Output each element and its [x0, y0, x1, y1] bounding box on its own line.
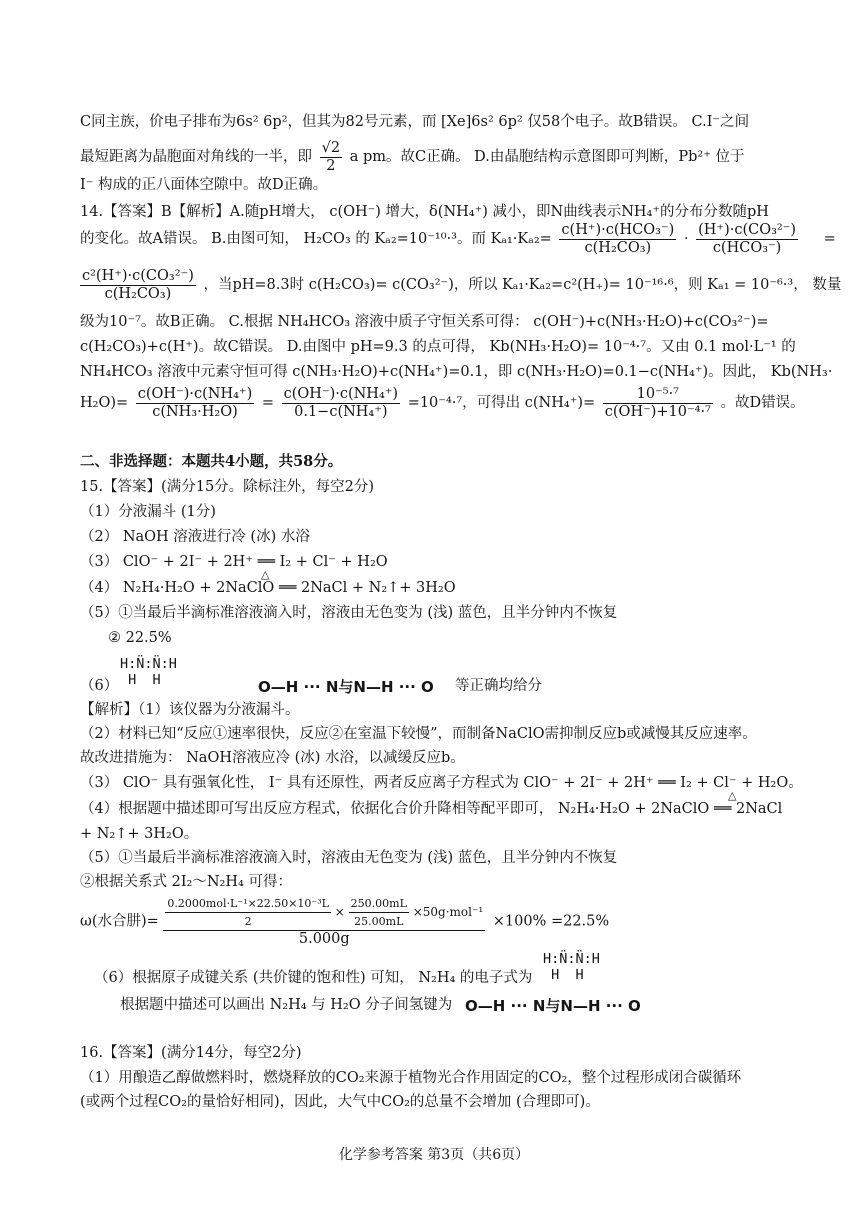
- text-line: （1）用酿造乙醇做燃料时，燃烧释放的CO₂来源于植物光合作用固定的CO₂，整个过程形成闭合碳循环: [80, 1070, 742, 1086]
- fraction-numerator: 0.2000mol·L⁻¹×22.50×10⁻³L: [165, 895, 331, 913]
- fraction-denominator: c(NH₃·H₂O): [152, 403, 238, 420]
- text-line: ②根据关系式 2I₂～N₂H₄ 可得：: [80, 874, 292, 890]
- text-line: c(H₂CO₃)+c(H⁺)。故C错误。 D.由图中 pH=9.3 的点可得， Kb(NH₃·H₂O)= 10⁻⁴·⁷。又由 0.1 mol·L⁻¹ 的: [80, 339, 796, 355]
- hydrogen-bond-text: O—H ··· N与N—H ··· O: [258, 678, 434, 696]
- fraction-denominator: c(OH⁻)+10⁻⁴·⁷: [604, 403, 711, 420]
- fraction: [136, 386, 254, 421]
- fraction: [282, 386, 400, 421]
- text-line: （2）材料已知“反应①速率很快，反应②在室温下较慢”，而制备NaClO需抑制反应b或减慢其反应速率。: [80, 726, 757, 742]
- text-span: ×50g·mol⁻¹: [412, 905, 484, 919]
- text-span: ×: [334, 905, 345, 919]
- heat-symbol: △: [261, 568, 270, 581]
- text-span: ω(水合肼)=: [80, 913, 159, 930]
- answer-heading: 16.【答案】(满分14分，每空2分): [80, 1045, 302, 1061]
- text-line: 14.【答案】B【解析】A.随pH增大， c(OH⁻) 增大，δ(NH₄⁺) 减小，即N曲线表示NH₄⁺的分布分数随pH: [80, 204, 769, 220]
- lewis-top: H:N̈:N̈:H: [120, 656, 177, 672]
- text-line: (或两个过程CO₂的量恰好相同)，因此，大气中CO₂的总量不会增加 (合理即可)。: [80, 1094, 600, 1110]
- text-line: （4） N₂H₄·H₂O + 2NaClO ══ 2NaCl + N₂↑+ 3H₂O: [80, 580, 456, 596]
- text-span: 最短距离为晶胞面对角线的一半，即: [80, 149, 312, 165]
- text-span: =: [261, 395, 274, 411]
- fraction-denominator: 5.000g: [298, 931, 350, 947]
- text-line: 级为10⁻⁷。故B正确。 C.根据 NH₄HCO₃ 溶液中质子守恒关系可得： c(OH⁻)+c(NH₃·H₂O)+c(CO₃²⁻)=: [80, 314, 769, 330]
- lewis-bottom: H H: [120, 672, 161, 688]
- text-line: 根据题中描述可以画出 N₂H₄ 与 H₂O 分子间氢键为: [120, 997, 453, 1013]
- text-line: （6）: [80, 678, 119, 694]
- page-footer: 化学参考答案 第3页（共6页）: [338, 1147, 530, 1163]
- text-line: （3） ClO⁻ + 2I⁻ + 2H⁺ ══ I₂ + Cl⁻ + H₂O: [80, 554, 388, 570]
- fraction-numerator: c(OH⁻)·c(NH₄⁺): [137, 385, 253, 402]
- text-line: [80, 266, 841, 304]
- text-line: NH₄HCO₃ 溶液中元素守恒可得 c(NH₃·H₂O)+c(NH₄⁺)=0.1，即 c(NH₃·H₂O)=0.1−c(NH₄⁺)。因此， Kb(NH₃·: [80, 364, 833, 380]
- fraction-denominator: 2: [326, 157, 336, 174]
- fraction: [163, 895, 485, 948]
- text-line: （4）根据题中描述即可写出反应方程式，依据化合价升降相等配平即可， N₂H₄·H₂O + 2NaClO ══ 2NaCl: [80, 801, 783, 817]
- text-span: ×100% =22.5%: [492, 913, 610, 930]
- text-line: （2） NaOH 溶液进行冷 (冰) 水浴: [80, 529, 310, 545]
- fraction-denominator: c(H₂CO₃): [584, 239, 652, 256]
- text-line: [80, 138, 745, 176]
- text-line: （1）分液漏斗 (1分): [80, 504, 216, 520]
- text-span: ，当pH=8.3时 c(H₂CO₃)= c(CO₃²⁻)，所以 Kₐ₁·Kₐ₂=c²(H₊)= 10⁻¹⁶·⁶，则 Kₐ₁ = 10⁻⁶·³， 数量: [203, 277, 842, 293]
- text-span: H₂O)=: [80, 395, 129, 411]
- text-line: （5）①当最后半滴标准溶液滴入时，溶液由无色变为 (浅) 蓝色，且半分钟内不恢复: [80, 605, 618, 621]
- fraction-denominator: 0.1−c(NH₄⁺): [294, 403, 388, 420]
- fraction: [696, 222, 798, 257]
- text-line: 【解析】（1）该仪器为分液漏斗。: [80, 702, 300, 718]
- fraction: [349, 895, 409, 930]
- text-span: =: [823, 231, 836, 247]
- text-span: =10⁻⁴·⁷，可得出 c(NH₄⁺)=: [407, 395, 596, 411]
- fraction: [80, 268, 196, 303]
- fraction-numerator: √2: [321, 139, 341, 156]
- text-line: （3） ClO⁻ 具有强氧化性， I⁻ 具有还原性，两者反应离子方程式为 ClO⁻ + 2I⁻ + 2H⁺ ══ I₂ + Cl⁻ + H₂O。: [80, 775, 803, 791]
- fraction-denominator: c(HCO₃⁻): [712, 239, 782, 256]
- text-line: 等正确均给分: [455, 678, 542, 694]
- fraction-numerator: c²(H⁺)·c(CO₃²⁻): [82, 267, 194, 284]
- text-span: 。故D错误。: [720, 395, 805, 411]
- lewis-bottom: H H: [543, 967, 584, 983]
- text-span: 的变化。故A错误。 B.由图可知， H₂CO₃ 的 Kₐ₂=10⁻¹⁰·³。而 Kₐ₁·Kₐ₂=: [80, 231, 552, 247]
- section-heading: 二、非选择题：本题共4小题，共58分。: [80, 453, 343, 470]
- fraction-denominator: 25.00mL: [354, 915, 404, 928]
- fraction-numerator: (H⁺)·c(CO₃²⁻): [698, 221, 797, 238]
- text-line: [80, 220, 836, 258]
- fraction-denominator: 2: [244, 915, 252, 928]
- text-line: I⁻ 构成的正八面体空隙中。故D正确。: [80, 177, 328, 193]
- text-line: 故改进措施为： NaOH溶液应冷 (冰) 水浴，以减缓反应b。: [80, 750, 465, 766]
- text-line: C同主族，价电子排布为6s² 6p²，但其为82号元素，而 [Xe]6s² 6p² 仅58个电子。故B错误。 C.I⁻之间: [80, 114, 750, 130]
- text-line: （5）①当最后半滴标准溶液滴入时，溶液由无色变为 (浅) 蓝色，且半分钟内不恢复: [80, 850, 618, 866]
- text-span: ·: [683, 231, 689, 247]
- fraction-numerator: 250.00mL: [349, 895, 409, 913]
- text-line: （6）根据原子成键关系 (共价键的饱和性) 可知， N₂H₄ 的电子式为: [94, 970, 533, 986]
- text-line: ② 22.5%: [108, 630, 172, 646]
- text-line: [80, 895, 609, 948]
- heat-symbol: △: [728, 789, 737, 802]
- fraction-numerator: 10⁻⁵·⁷: [603, 386, 713, 404]
- text-line: + N₂↑+ 3H₂O。: [80, 826, 199, 842]
- fraction-denominator: c(H₂CO₃): [104, 285, 172, 302]
- answer-heading: 15.【答案】(满分15分。除标注外，每空2分): [80, 479, 375, 495]
- fraction: [165, 895, 331, 930]
- fraction: [603, 386, 713, 421]
- fraction: [559, 222, 676, 257]
- text-span: a pm。故C正确。 D.由晶胞结构示意图即可判断，Pb²⁺ 位于: [349, 149, 745, 165]
- lewis-structure: [120, 656, 177, 688]
- fraction-numerator: [163, 895, 485, 931]
- fraction-numerator: c(H⁺)·c(HCO₃⁻): [561, 221, 675, 238]
- fraction: [320, 140, 342, 175]
- text-line: [80, 383, 805, 423]
- hydrogen-bond-text: O—H ··· N与N—H ··· O: [465, 997, 641, 1015]
- lewis-structure: [543, 951, 600, 983]
- lewis-top: H:N̈:N̈:H: [543, 951, 600, 967]
- fraction-numerator: c(OH⁻)·c(NH₄⁺): [283, 385, 399, 402]
